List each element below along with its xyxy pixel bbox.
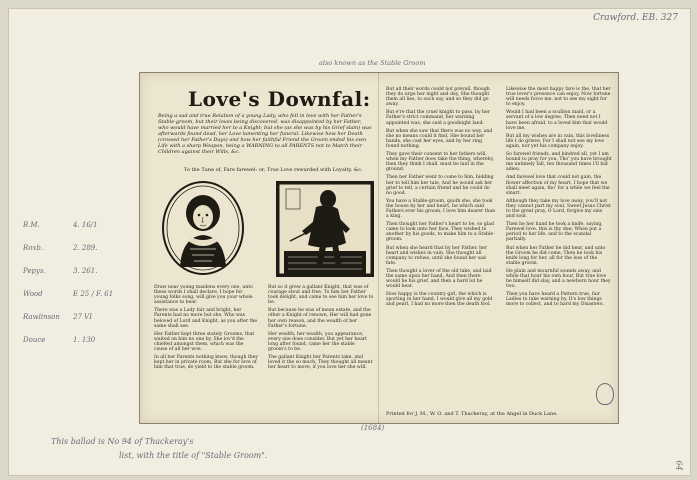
provenance-row — [23, 221, 123, 244]
provenance-row — [23, 267, 123, 290]
verse-stanza: Her Father kept three stately Grooms, that waited on him no one by, She lov'd the chiefest amongst them, which was the cause of all her woe. — [154, 331, 255, 353]
verse-stanza: So farewel friends, and kindred all, yet I am bound to pray for you, Tho' you have brought me untimely fall, ten thousand times I'll bid adieu. — [506, 152, 612, 173]
provenance-value: 3. 261. — [73, 267, 98, 275]
provenance-label: Douce — [23, 336, 46, 344]
ballad-subtitle: Being a sad and true Relation of a young Lady, who fell in love with her Father's Stable-groom, but their loves being discovered, was disappointed by her Father, who would have married her to a Knight; but she (as she was by his Grief slain) was afterwards found dead, her Love lamenting her funeral. Likewise how her Death (crossed her Father's Days) and how her faithful Friend the Groom ended his own Life with a sharp Weapon, being a WARNING to all PARENTS not to Match their Children against their Wills, &c. — [158, 113, 372, 155]
provenance-label: B.M. — [23, 221, 40, 229]
verse-stanza: The gallant Knight her Parents take, and loved it the so much, They thought all meant her heart to move, if you love her she will. — [268, 355, 373, 371]
provenance-row — [23, 244, 123, 267]
provenance-label: Rawlinson — [23, 313, 60, 321]
provenance-row — [23, 336, 123, 359]
catalog-note-line-2: list, with the title of "Stable Groom". — [119, 451, 268, 460]
provenance-value: 2. 289. — [73, 244, 98, 252]
verse-stanza: Her wealth, her wealth, you appearance, every one does consider, But yet her heart long after found, came her the stable groom's to be. — [268, 331, 367, 353]
verse-column-3 — [386, 87, 496, 311]
verse-stanza: Then her Father went to come to him, bidding her to tell him her tale, And he would ask her grief to tell, a certain friend and he could do no good. — [386, 175, 494, 196]
figure-woodcut — [276, 181, 374, 277]
verse-stanza: But e're that the cruel knight to pass, by her Father's strict command, her warning appointed was, she said a goodnight land. — [386, 110, 490, 126]
verse-stanza: And farewel love that could not gain, the flower affection of my heart, I hope that we shall meet again, tho' for a while we feel the smart. — [506, 175, 610, 196]
verse-stanza: Then thought a lover of the old take, and laid the same upon her hand, And then there would he his grief, and then a hard lot he would bear. — [386, 268, 492, 290]
alternate-title-note: also known as the Stable Groom — [319, 59, 426, 67]
library-stamp — [596, 383, 614, 405]
tune-line: To the Tune of, Fare farewel: or, True Love rewarded with Loyalty, &c. — [184, 167, 363, 173]
provenance-value: 4. 16/1 — [73, 221, 98, 229]
verse-stanza: Then he her hand he took a knife, saying, Farewel love, this is thy due; When put a period to her life, and to the scandal partially. — [506, 222, 603, 243]
catalog-note-line-1: This ballad is No 94 of Thackeray's — [51, 437, 194, 446]
verse-stanza: He plain and mournful sounds away, and while that hour his own hour, But true love he himself did slay, and a newborn hour they two. — [506, 268, 611, 290]
mount-board — [8, 8, 691, 476]
provenance-label: Wood — [23, 290, 43, 298]
portrait-woodcut — [160, 179, 246, 277]
provenance-row — [23, 313, 123, 336]
verse-stanza: Then you have heard a Pattern true, fair Ladies to take warning by, It's low things more to collect, and to hard my Disasters. — [506, 292, 604, 308]
verse-stanza: You have a Stable-groom, quoth she, she took the house by her and heart, he which said Fathers ever his groom, I love him dearer than a king. — [386, 198, 496, 220]
verse-stanza: Likewise the most happy fare is the, that her true lover's presence can enjoy, Now fortune will needs force me, not to see my sight for to enjoy. — [506, 87, 611, 108]
verse-stanza: They gave their consent to her fathers will, when my Father does take the thing, whereby, then they think I shall, must be laid in the ground. — [386, 152, 495, 173]
catalog-reference: Crawford. EB. 327 — [593, 13, 678, 23]
provenance-label: Pepys. — [23, 267, 46, 275]
provenance-row — [23, 290, 123, 313]
verse-stanza: But when her Father he did hear, and unto the Groom he did come, Then he took his knife long for her, all for the loss of the stable groom. — [506, 245, 606, 266]
provenance-value: 27 VI — [73, 313, 92, 321]
verse-stanza: In all her Parents nothing knew, though they kept her in private room, But she for love of him that true, do yield to the stable groom. — [154, 355, 258, 371]
printer-imprint: Printed for J. M., W. O. and T. Thackeray, at the Angel in Duck Lane. — [386, 411, 558, 417]
verse-stanza: But all my wishes are in vain, this loveliness life I do grieve, For I shall not see my love again, nor yet his company enjoy. — [506, 133, 610, 149]
verse-stanza: But so it grew a gallant Knight, that was of courage stout and free, To him her Father took delight, and came to see him her love to be. — [268, 285, 374, 306]
date-note: (1684) — [361, 424, 385, 432]
verse-stanza: Draw near young maidens every one, unto these words I shall declare, I hope for young folks song, will give you your whole assistance to bear. — [154, 285, 253, 306]
verse-stanza: How happy is the country girl, the which is sporting in her hand, I would give all my gold and pearl, I had no more then the death fool. — [386, 292, 493, 308]
ballad-sheet — [139, 72, 619, 424]
verse-column-2 — [268, 285, 374, 373]
verse-stanza: Although they take my love away, you'll not they cannot part my soul, Sweet Jesus Christ to the great pray, O Lord, forgive my sins and soul. — [506, 198, 611, 220]
verse-stanza: But all their words could not prevail, though they do urge her night and day, She thought them all lies, to such say, and so they did go away. — [386, 87, 490, 108]
provenance-value: 1. 130 — [73, 336, 96, 344]
verse-stanza: Would I had been a scullion maid, or a servant of a low degree, Then need not I have been afraid, to a loved him that would love me. — [506, 110, 608, 131]
verse-column-1 — [154, 285, 258, 373]
ballad-title: Love's Downfal: — [188, 87, 371, 111]
verse-stanza: But when she heard that by her Father, her heart and wishes in vain, She thought all company to refuse, until she found her sad fate. — [386, 245, 487, 266]
verse-column-4 — [506, 87, 612, 311]
verse-stanza: But when she saw that there was no way, and she no means could it find, She bound her hands, she cast her eyes, and by her ring found nothing. — [386, 128, 493, 149]
page-number: 64 — [674, 460, 684, 471]
provenance-value: E 25 / F. 61 — [73, 290, 114, 298]
fold-line — [378, 73, 379, 423]
verse-stanza: But because he was of mean estate, and the other a Knight of renown, Her will had gone her own reason, and the wealth of her Father's fortune. — [268, 308, 372, 329]
verse-stanza: Then thought her Father's heart to be, so glad came to look unto her face, They wished to another by his goods, to make him to a Stable-groom. — [386, 222, 495, 243]
verse-stanza: There was a Lady fair and bright, her Parents had no more but she, Who was beloved of Lord and Knight, as you after the same shall see. — [154, 308, 258, 329]
provenance-list — [23, 221, 123, 359]
provenance-label: Roxb. — [23, 244, 44, 252]
